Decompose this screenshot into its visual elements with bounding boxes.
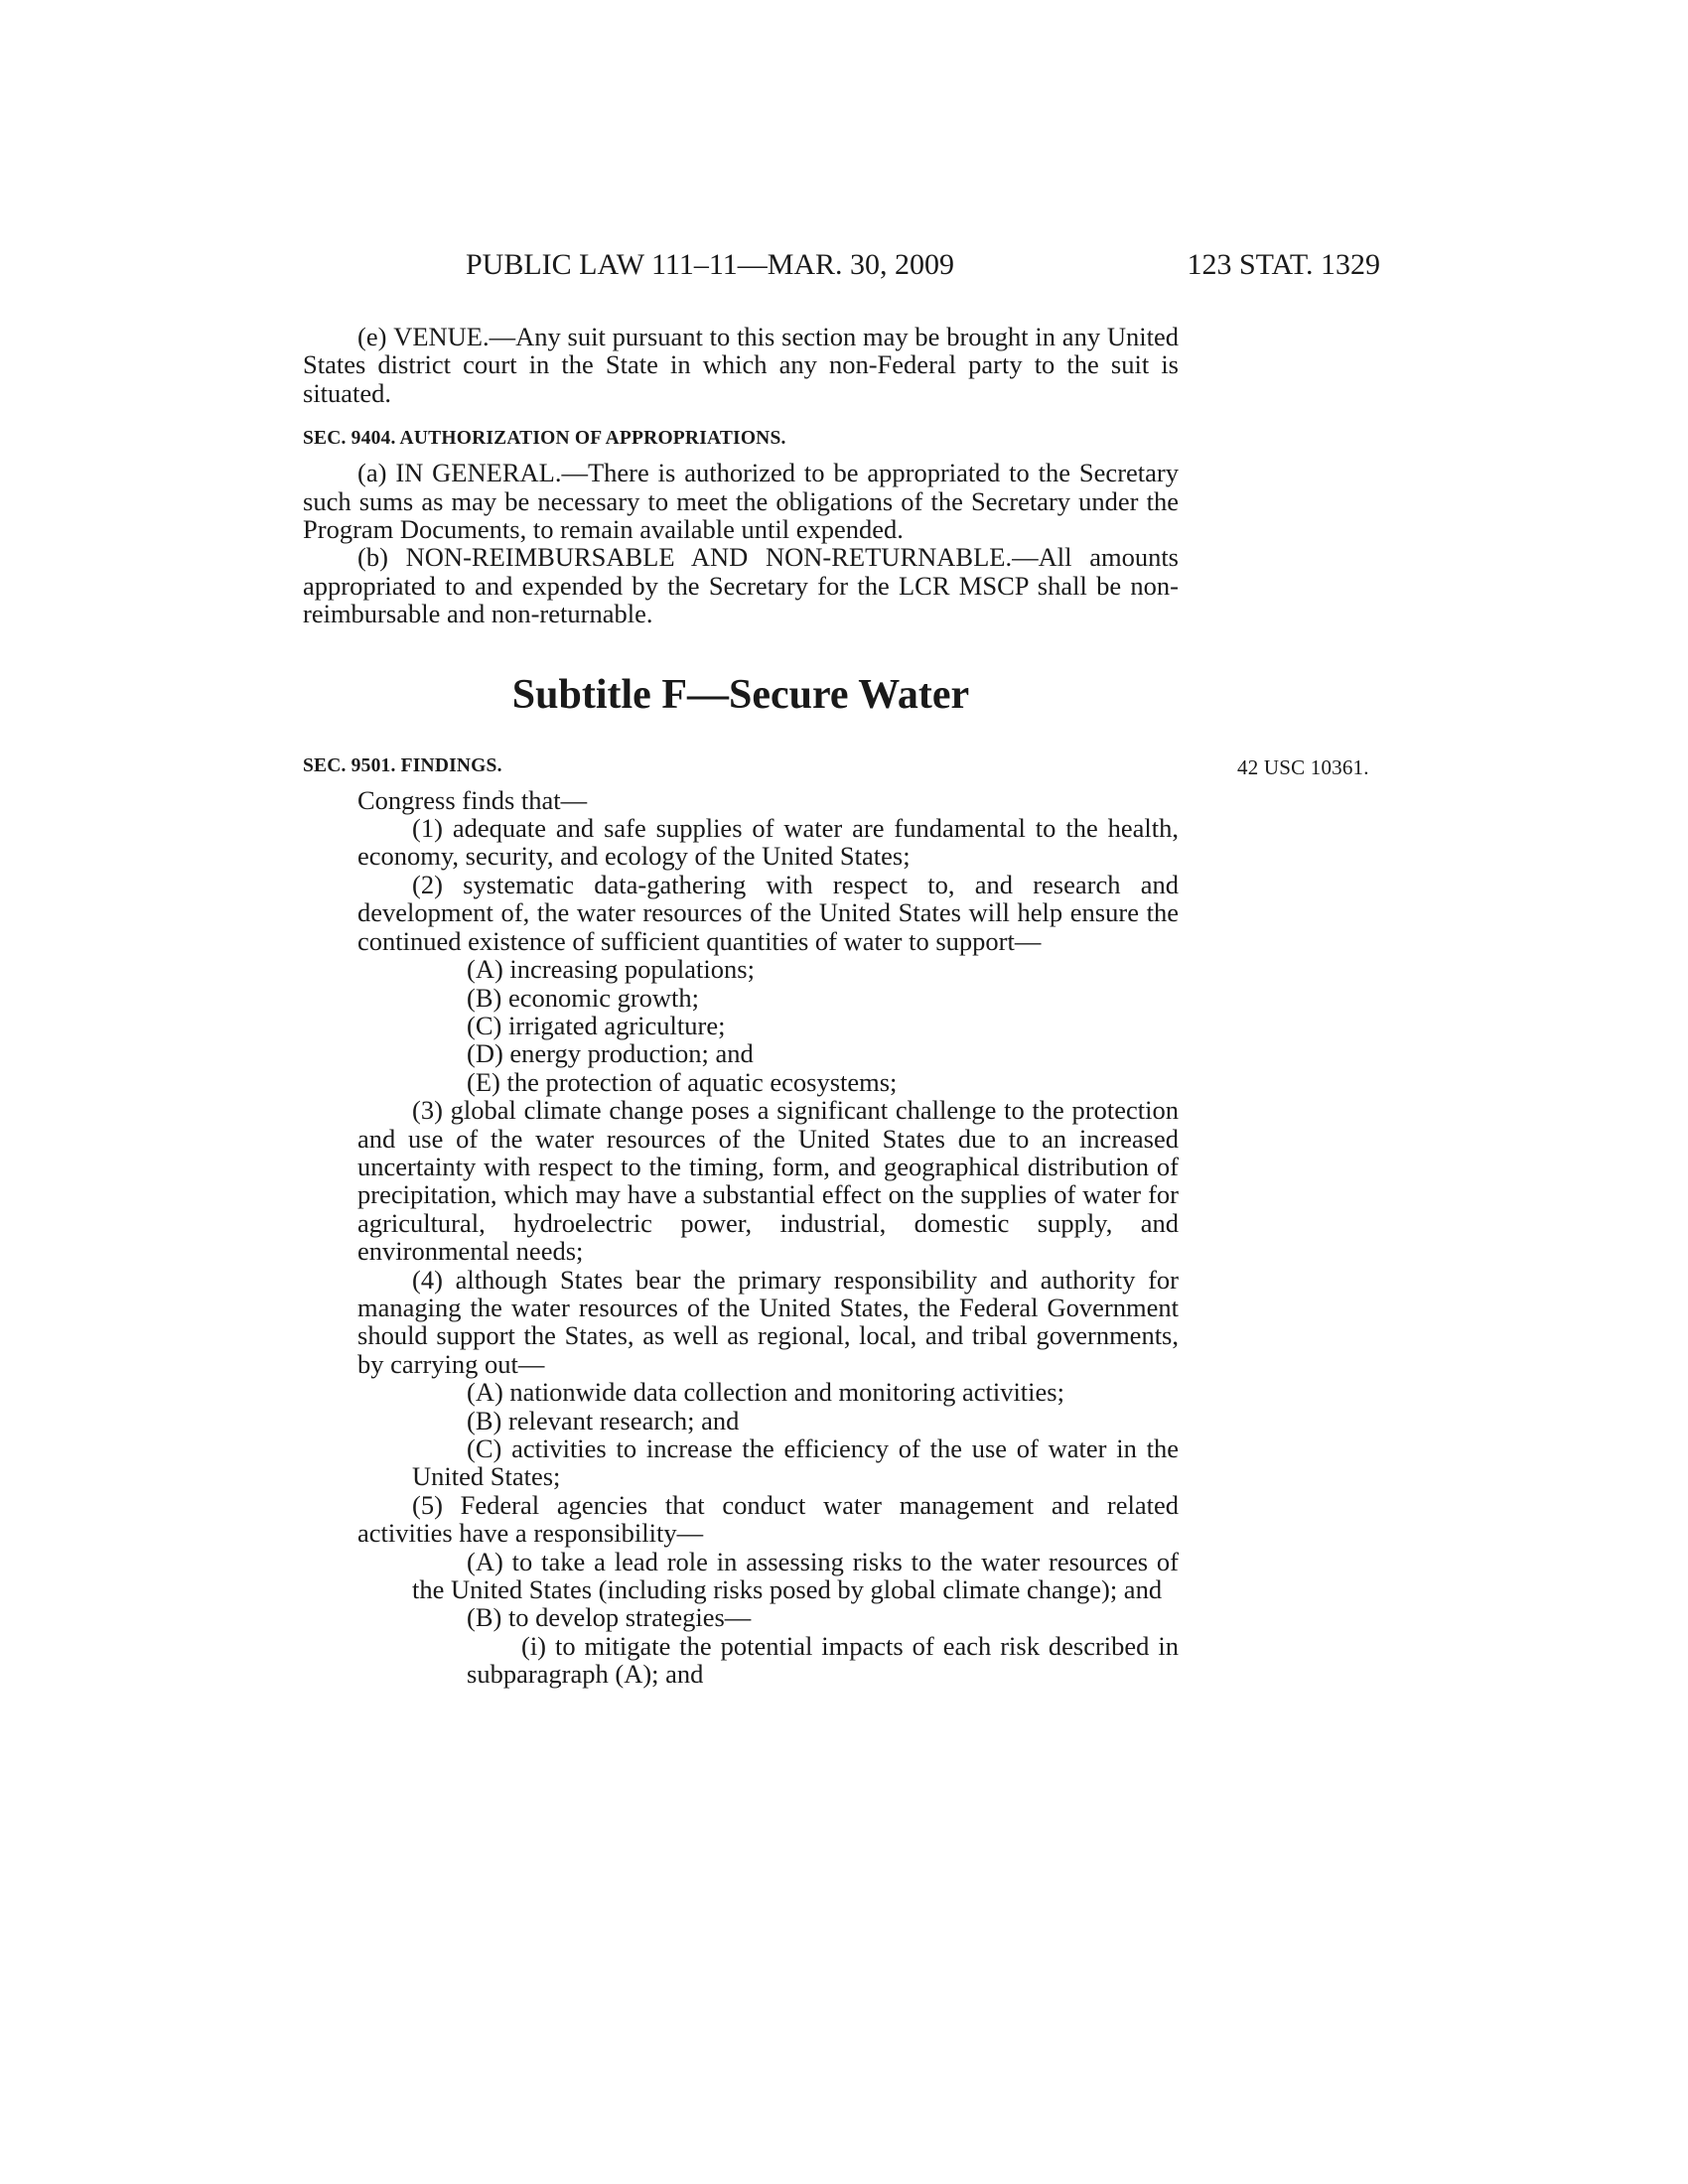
finding-5-b: (B) to develop strategies— (467, 1602, 752, 1633)
venue-text: —Any suit pursuant to this section may be brought in any United States district court in the State in which any non-Federal party to the suit is situated. (303, 322, 1179, 408)
usc-sidenote: 42 USC 10361. (1237, 754, 1369, 779)
finding-2-item: (E) the protection of aquatic ecosystems; (467, 1066, 898, 1097)
page-body (303, 322, 1369, 1690)
finding-4-item: (B) relevant research; and (467, 1405, 740, 1435)
finding-2-item: (A) increasing populations; (467, 954, 755, 985)
section-9501-heading: SEC. 9501. FINDINGS. (303, 754, 502, 776)
findings-intro: Congress finds that— (357, 784, 588, 815)
sec9404-paragraph-b: (b) NON-REIMBURSABLE AND NON-RETURNABLE.—All amounts appropriated to and expended by the Secretary for the LCR MSCP shall be non-reimbursable and non-returnable. (303, 542, 1179, 629)
sec9404-a-label: IN GENERAL. (395, 458, 562, 488)
finding-1: (1) adequate and safe supplies of water are fundamental to the health, economy, security, and ecology of the United States; (357, 813, 1179, 872)
running-head: PUBLIC LAW 111–11—MAR. 30, 2009 (466, 248, 955, 281)
finding-5-b-i: (i) to mitigate the potential impacts of each risk described in subparagraph (A); and (467, 1630, 1179, 1690)
venue-paragraph: (e) VENUE.—Any suit pursuant to this section may be brought in any United States district court in the State in which any non-Federal party to the suit is situated. (303, 322, 1179, 408)
sec9404-paragraph-a: (a) IN GENERAL.—There is authorized to be appropriated to the Secretary such sums as may be necessary to meet the obligations of the Secretary under the Program Documents, to remain available until expended. (303, 458, 1179, 545)
venue-label: VENUE. (393, 322, 490, 351)
finding-5-a: (A) to take a lead role in assessing risks to the water resources of the United States (including risks posed by global climate change); and (412, 1546, 1179, 1605)
page-header (303, 245, 1380, 285)
finding-5: (5) Federal agencies that conduct water management and related activities have a responsibility— (357, 1489, 1179, 1549)
sec9404-a-text: —There is authorized to be appropriated to the Secretary such sums as may be necessary to meet the obligations of the Secretary under the Program Documents, to remain available until expended. (303, 458, 1179, 545)
finding-2-item: (B) economic growth; (467, 982, 700, 1013)
statute-page-number: 123 STAT. 1329 (1187, 248, 1380, 281)
finding-2-item: (C) irrigated agriculture; (467, 1010, 726, 1040)
section-9501-heading-row (303, 754, 1369, 779)
subtitle-heading: Subtitle F—Secure Water (511, 671, 970, 718)
finding-4-item: (A) nationwide data collection and monitoring activities; (467, 1377, 1064, 1408)
finding-2: (2) systematic data-gathering with respect to, and research and development of, the water resources of the United States will help ensure the continued existence of sufficient quantities of water to support— (357, 869, 1179, 956)
finding-2-item: (D) energy production; and (467, 1038, 754, 1069)
section-9404-heading: SEC. 9404. AUTHORIZATION OF APPROPRIATIONS. (303, 428, 786, 450)
finding-4-item: (C) activities to increase the efficiency of the use of water in the United States; (412, 1433, 1179, 1492)
sec9404-b-label: NON-REIMBURSABLE AND NON-RETURNABLE. (405, 542, 1013, 573)
finding-3: (3) global climate change poses a significant challenge to the protection and use of the water resources of the United States due to an increased uncertainty with respect to the timing, form, and geographical distribution of precipitation, which may have a substantial effect on the supplies of water for agricultural, hydroelectric power, industrial, domestic supply, and environmental needs; (357, 1095, 1179, 1267)
finding-4: (4) although States bear the primary responsibility and authority for managing the water resources of the United States, the Federal Government should support the States, as well as regional, local, and tribal governments, by carrying out— (357, 1264, 1179, 1379)
sec9404-b-text: —All amounts appropriated to and expended by the Secretary for the LCR MSCP shall be non-reimbursable and non-returnable. (303, 542, 1179, 629)
